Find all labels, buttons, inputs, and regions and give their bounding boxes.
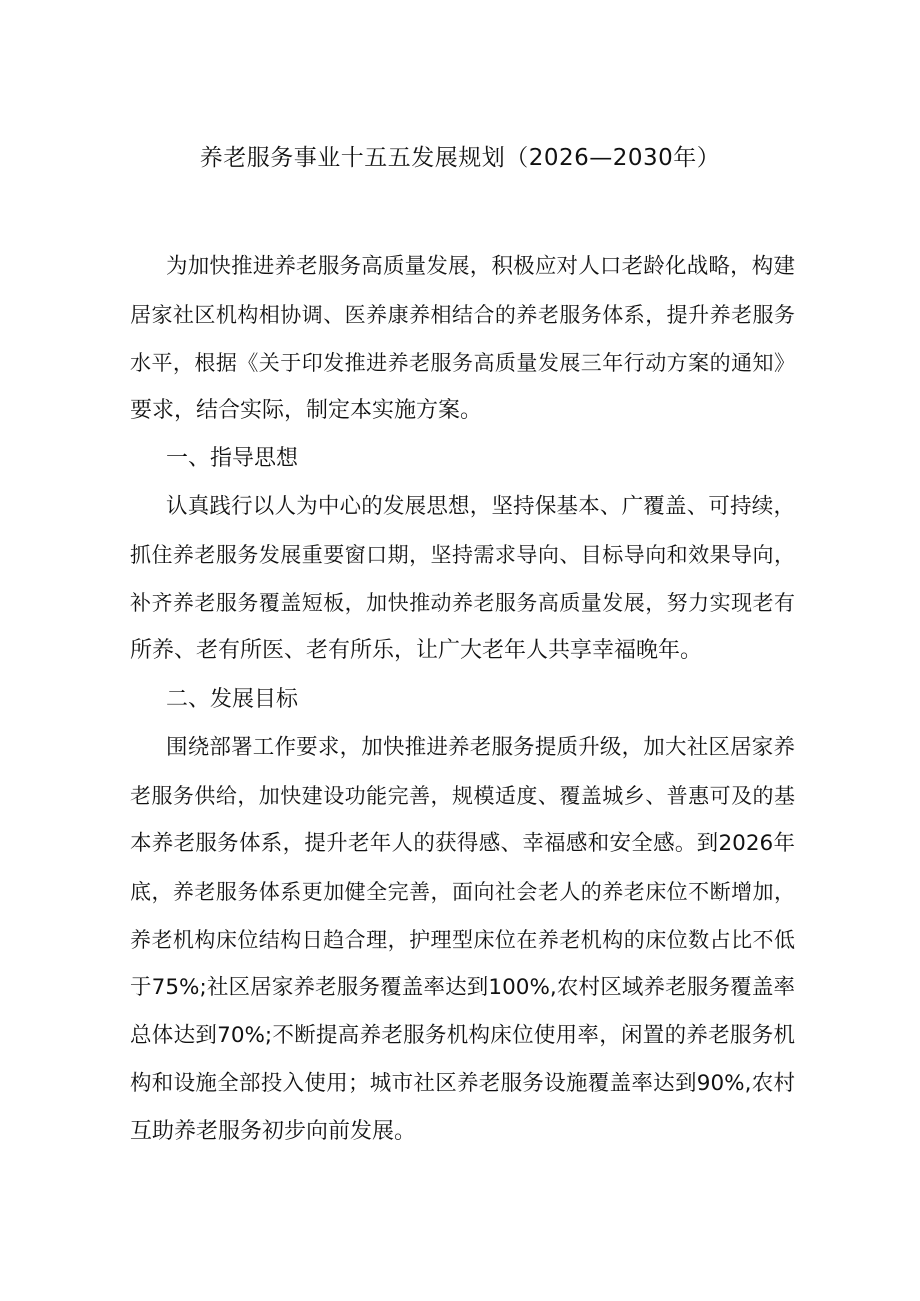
section1-line: 所养、老有所医、老有所乐，让广大老年人共享幸福晚年。 (130, 638, 703, 663)
section2-line: 本养老服务体系，提升老年人的获得感、幸福感和安全感。到2026年 (130, 831, 795, 856)
section-heading-development-goals: 二、发展目标 (166, 687, 299, 712)
intro-line: 水平，根据《关于印发推进养老服务高质量发展三年行动方案的通知》 (130, 351, 795, 375)
section2-line: 于75%;社区居家养老服务覆盖率达到100%,农村区域养老服务覆盖率 (130, 975, 795, 1000)
section1-line: 认真践行以人为中心的发展思想，坚持保基本、广覆盖、可持续， (166, 494, 795, 519)
section2-line: 总体达到70%;不断提高养老服务机构床位使用率，闲置的养老服务机 (130, 1023, 795, 1048)
section-heading-guiding-thought: 一、指导思想 (166, 446, 299, 471)
section2-line: 构和设施全部投入使用；城市社区养老服务设施覆盖率达到90%,农村 (130, 1071, 795, 1096)
intro-line: 居家社区机构相协调、医养康养相结合的养老服务体系，提升养老服务 (130, 303, 795, 327)
section2-line: 底，养老服务体系更加健全完善，面向社会老人的养老床位不断增加， (130, 880, 795, 904)
document-title: 养老服务事业十五五发展规划（2026—2030年） (199, 145, 721, 171)
section2-line: 围绕部署工作要求，加快推进养老服务提质升级，加大社区居家养 (166, 735, 795, 760)
section1-line: 补齐养老服务覆盖短板，加快推动养老服务高质量发展，努力实现老有 (130, 591, 795, 615)
section2-line: 互助养老服务初步向前发展。 (130, 1119, 417, 1144)
section1-line: 抓住养老服务发展重要窗口期，坚持需求导向、目标导向和效果导向， (130, 543, 795, 567)
section2-line: 养老机构床位结构日趋合理，护理型床位在养老机构的床位数占比不低 (130, 928, 795, 952)
section2-line: 老服务供给，加快建设功能完善，规模适度、覆盖城乡、普惠可及的基 (130, 784, 795, 808)
intro-line: 为加快推进养老服务高质量发展，积极应对人口老龄化战略，构建 (166, 254, 795, 279)
intro-line: 要求，结合实际，制定本实施方案。 (130, 398, 483, 423)
